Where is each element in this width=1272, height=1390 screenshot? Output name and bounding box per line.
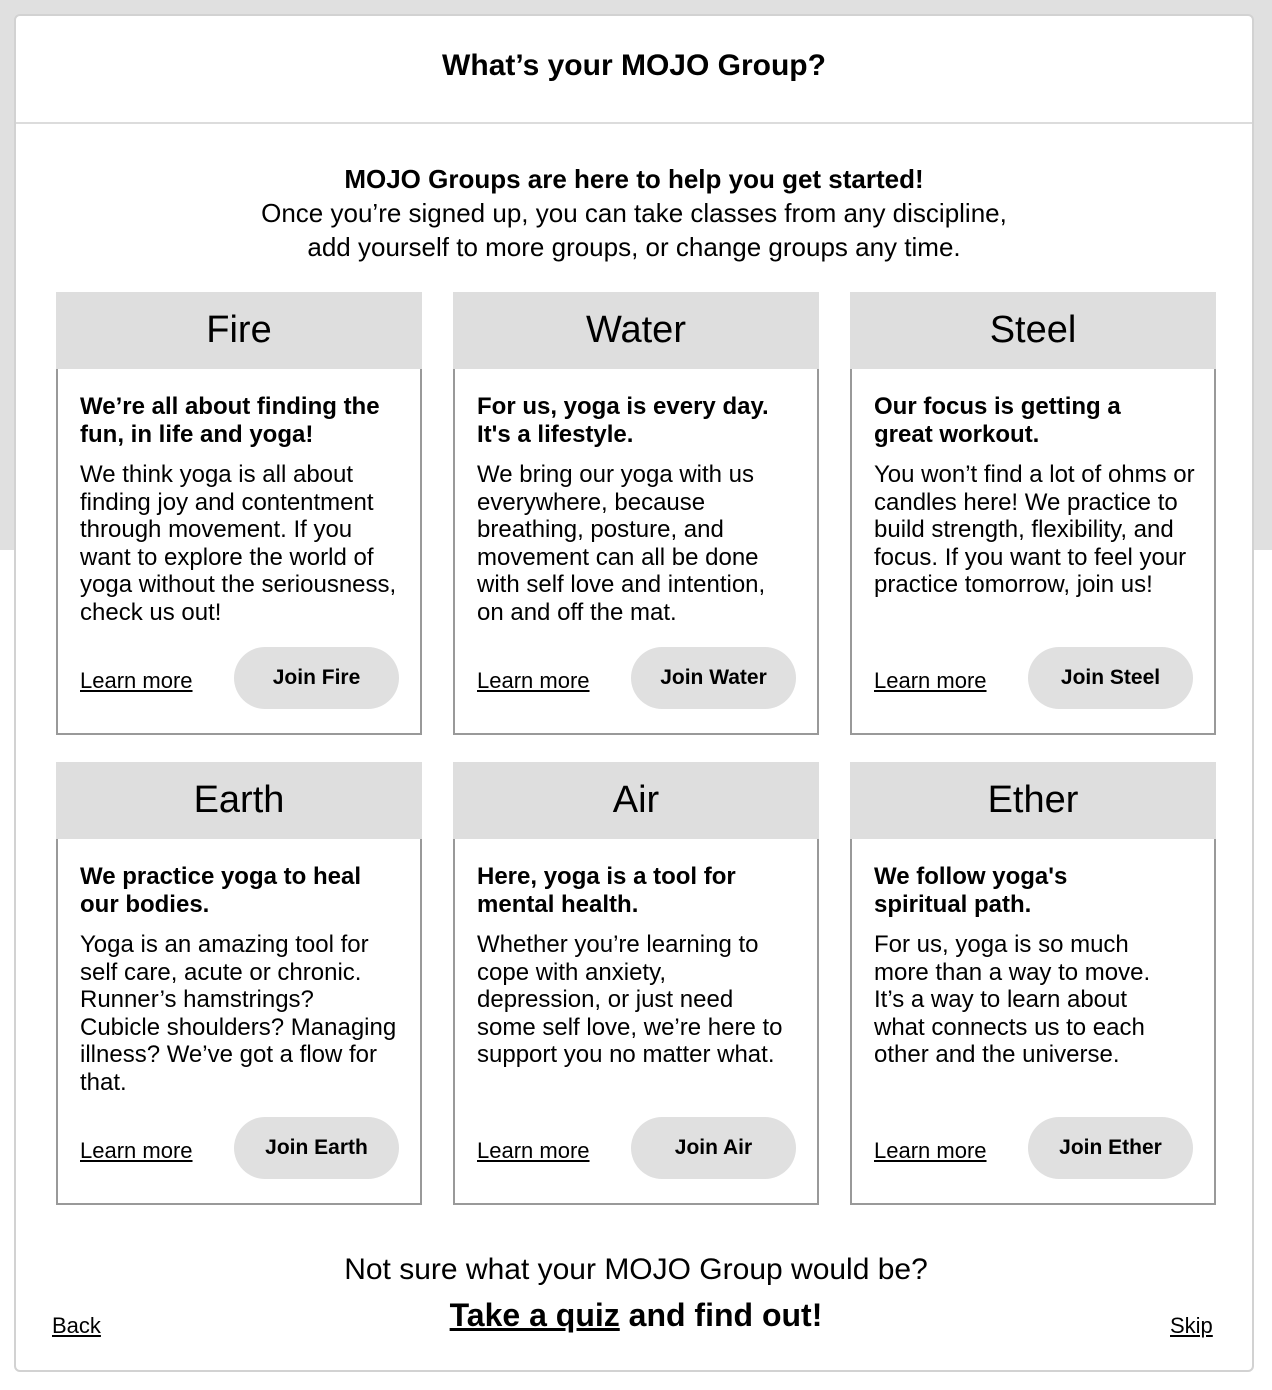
card-tagline: We practice yoga to heal our bodies. [80, 863, 361, 918]
learn-more-link-earth[interactable]: Learn more [80, 1138, 193, 1163]
learn-more-link-ether[interactable]: Learn more [874, 1138, 987, 1163]
intro-headline: MOJO Groups are here to help you get started! [344, 164, 924, 194]
card-body [453, 839, 819, 1205]
back-link[interactable]: Back [52, 1313, 101, 1338]
learn-more-link-water[interactable]: Learn more [477, 668, 590, 693]
card-body [850, 839, 1216, 1205]
card-description: For us, yoga is so much more than a way to move. It’s a way to learn about what connects us to each other and the universe. [874, 931, 1151, 1068]
learn-more-link-fire[interactable]: Learn more [80, 668, 193, 693]
mojo-group-modal [14, 14, 1254, 1372]
card-description: You won’t find a lot of ohms or candles here! We practice to build strength, flexibility, and focus. If you want to feel your practice tomorrow, join us! [874, 461, 1195, 598]
group-grid [56, 292, 1216, 1205]
card-body [453, 369, 819, 735]
group-card-ether [850, 762, 1216, 1205]
modal-title: What’s your MOJO Group? [442, 49, 826, 82]
card-header [453, 762, 819, 839]
card-tagline: Our focus is getting a great workout. [874, 393, 1121, 448]
card-header [56, 292, 422, 369]
skip-link[interactable]: Skip [1170, 1313, 1213, 1338]
card-description: Whether you’re learning to cope with anxiety, depression, or just need some self love, we’re here to support you no matter what. [477, 931, 783, 1068]
quiz-suffix: and find out! [619, 1297, 823, 1333]
card-body [56, 369, 422, 735]
quiz-prompt: Not sure what your MOJO Group would be? [344, 1253, 928, 1286]
card-tagline: For us, yoga is every day. It's a lifestyle. [477, 393, 769, 448]
card-tagline: We’re all about finding the fun, in life and yoga! [80, 393, 380, 448]
intro-line-1: Once you’re signed up, you can take classes from any discipline, [261, 198, 1007, 228]
card-description: We bring our yoga with us everywhere, because breathing, posture, and movement can all be done with self love and intention, on and off the mat. [477, 461, 766, 626]
card-body [850, 369, 1216, 735]
join-water-button[interactable]: Join Water [631, 647, 796, 709]
join-ether-button[interactable]: Join Ether [1028, 1117, 1193, 1179]
card-title: Steel [989, 309, 1077, 351]
card-tagline: We follow yoga's spiritual path. [874, 863, 1068, 918]
card-body [56, 839, 422, 1205]
group-card-air [453, 762, 819, 1205]
learn-more-link-air[interactable]: Learn more [477, 1138, 590, 1163]
group-card-steel [850, 292, 1216, 735]
card-title: Earth [193, 779, 285, 821]
intro-line-2: add yourself to more groups, or change groups any time. [307, 232, 961, 262]
join-air-button[interactable]: Join Air [631, 1117, 796, 1179]
take-quiz-link[interactable]: Take a quiz [449, 1297, 620, 1333]
card-tagline: Here, yoga is a tool for mental health. [477, 863, 736, 918]
card-description: Yoga is an amazing tool for self care, acute or chronic. Runner’s hamstrings? Cubicle shoulders? Managing illness? We’ve got a flow for that. [80, 931, 397, 1096]
group-card-water [453, 292, 819, 735]
card-header [56, 762, 422, 839]
learn-more-link-steel[interactable]: Learn more [874, 668, 987, 693]
card-header [850, 292, 1216, 369]
modal-header [16, 16, 1252, 124]
card-description: We think yoga is all about finding joy and contentment through movement. If you want to explore the world of yoga without the seriousness, check us out! [80, 461, 397, 626]
card-title: Water [586, 309, 686, 351]
card-title: Ether [987, 779, 1079, 821]
quiz-line [16, 1295, 1256, 1335]
card-title: Air [612, 779, 660, 821]
card-title: Fire [206, 309, 272, 351]
group-card-fire [56, 292, 422, 735]
intro [16, 162, 1252, 264]
join-fire-button[interactable]: Join Fire [234, 647, 399, 709]
join-earth-button[interactable]: Join Earth [234, 1117, 399, 1179]
group-card-earth [56, 762, 422, 1205]
card-header [453, 292, 819, 369]
join-steel-button[interactable]: Join Steel [1028, 647, 1193, 709]
card-header [850, 762, 1216, 839]
